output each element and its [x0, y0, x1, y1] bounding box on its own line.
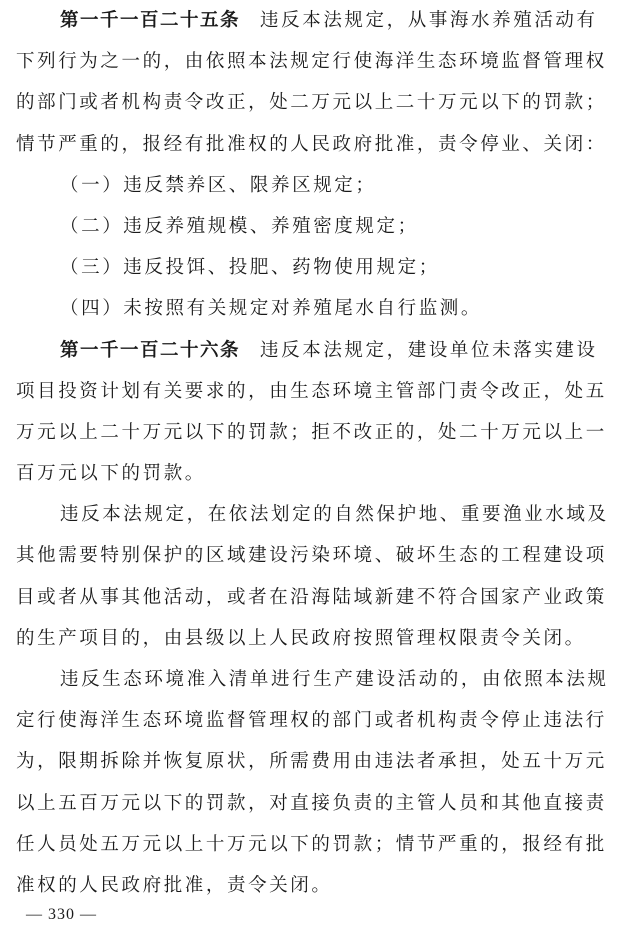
- paragraph-3-line: 以上五百万元以下的罚款，对直接负责的主管人员和其他直接责: [16, 792, 607, 814]
- article-1125-item: （三）违反投饵、投肥、药物使用规定；: [60, 257, 440, 279]
- article-1126-text-line: 项目投资计划有关要求的，由生态环境主管部门责令改正，处五: [16, 380, 607, 402]
- article-1125-item: （二）违反养殖规模、养殖密度规定；: [60, 215, 419, 237]
- paragraph-3-line: 违反生态环境准入清单进行生产建设活动的，由依照本法规: [60, 669, 609, 690]
- article-1126-text-line: 违反本法规定，建设单位未落实建设: [260, 339, 598, 361]
- article-1126-text-line: 百万元以下的罚款。: [16, 463, 206, 485]
- article-1125-item: （一）违反禁养区、限养区规定；: [60, 174, 377, 196]
- article-1125-number: 第一千一百二十五条: [60, 10, 241, 31]
- article-1126-first-line: [16, 330, 628, 371]
- paragraph-2-line: 的生产项目的，由县级以上人民政府按照管理权限责令关闭。: [16, 627, 586, 649]
- paragraph-3-line: 为，限期拆除并恢复原状，所需费用由违法者承担，处五十万元: [16, 751, 607, 773]
- paragraph-2-line: 其他需要特别保护的区域建设污染环境、破坏生态的工程建设项: [16, 545, 607, 567]
- article-1125-text-line: 违反本法规定，从事海水养殖活动有: [260, 10, 598, 31]
- article-1125-first-line: [16, 0, 628, 41]
- paragraph-2-line: 违反本法规定，在依法划定的自然保护地、重要渔业水域及: [60, 504, 609, 526]
- article-1125-item: （四）未按照有关规定对养殖尾水自行监测。: [60, 298, 483, 320]
- document-page: [16, 0, 628, 906]
- article-1125-text-line: 情节严重的，报经有批准权的人民政府批准，责令停业、关闭：: [16, 133, 607, 155]
- article-1126-number: 第一千一百二十六条: [60, 339, 241, 361]
- paragraph-3-line: 任人员处五万元以上十万元以下的罚款；情节严重的，报经有批: [16, 833, 607, 855]
- paragraph-3-line: 定行使海洋生态环境监督管理权的部门或者机构责令停止违法行: [16, 710, 607, 732]
- page-number: — 330 —: [26, 906, 97, 923]
- paragraph-2-line: 目或者从事其他活动，或者在沿海陆域新建不符合国家产业政策: [16, 586, 607, 608]
- paragraph-3-line: 准权的人民政府批准，责令关闭。: [16, 874, 333, 896]
- article-1125-text-line: 下列行为之一的，由依照本法规定行使海洋生态环境监督管理权: [16, 51, 607, 73]
- article-1125-text-line: 的部门或者机构责令改正，处二万元以上二十万元以下的罚款；: [16, 92, 607, 114]
- article-1126-text-line: 万元以上二十万元以下的罚款；拒不改正的，处二十万元以上一: [16, 421, 607, 443]
